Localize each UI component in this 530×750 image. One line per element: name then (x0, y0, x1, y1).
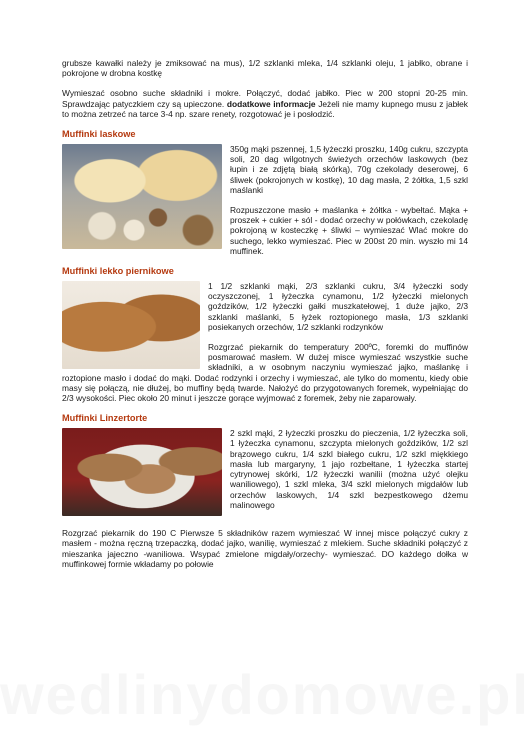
muffin-photo (62, 281, 200, 369)
recipe-section-linzertorte (62, 413, 468, 569)
intro-paragraph-1: grubsze kawałki należy je zmiksować na mus), 1/2 szklanki mleka, 1/4 szklanki oleju, 1 jabłko, obrane i pokrojone w drobna kostkę (62, 58, 468, 79)
recipe-ingredients: 1 1/2 szklanki mąki, 2/3 szklanki cukru, 3/4 łyżeczki sody oczyszczonej, 1 łyżeczka cynamonu, 1/2 łyżeczki mielonych goździków, 1/2 łyżeczki gałki muszkatełowej, 1 duże jajko, 2/3 szklanki maślanki, 5 łyżek roztopionego masła, 1/3 szklanki posiekanych orzechów, 1/2 szklanki rodzynków (208, 281, 468, 332)
recipe-section-hazelnut (62, 129, 468, 256)
recipe-ingredients: 350g mąki pszennej, 1,5 łyżeczki proszku, 140g cukru, szczypta soli, 20 dag wilgotnych świeżych orzechów laskowych (bez łupin i ze zdjętą białą skórką), 70g czekolady deserowej, 6 śliwek (pokrojonych w kostkę), 10 dag masła, 2 żółtka, 1,5 szkl maślanki (230, 144, 468, 195)
recipe-method: Rozpuszczone masło + maślanka + żółtka - wybełtać. Mąka + proszek + cukier + sól - dodać orzechy w połówkach, czekoladę pokrojoną w kosteczkę + śliwki – wymieszać Wlać mokre do suchego, lekko wymieszać. Piec w 200st 20 min. wyszło mi 14 muffinek. (230, 205, 468, 256)
muffin-photo (62, 144, 222, 249)
document-page (62, 58, 468, 569)
recipe-section-gingerbread (62, 266, 468, 403)
site-watermark: wedlinydomowe.pl (0, 663, 530, 726)
additional-info-label: dodatkowe informacje (226, 98, 316, 109)
intro-paragraph-2 (62, 88, 468, 119)
intro-text-a: Wymieszać osobno suche składniki i mokre. Połączyć, dodać jabłko. Piec w 200 stopni 20-25 min. Sprawdzając patyczkiem czy są upieczone. (62, 88, 468, 109)
recipe-title: Muffinki laskowe (62, 129, 136, 140)
recipe-method: Rozgrzać piekarnik do temperatury 200ºC, foremki do muffinów posmarować masłem. W dużej misce wymieszać wszystkie suche składniki, a w osobnym naczyniu wymieszać jajko, maślankę i roztopione masło i dodać do mąki. Dodać rodzynki i orzechy i wymieszać, ale tylko do momentu, kiedy obie masy się połączą, nie dłużej, bo muffiny będą twarde. Nałożyć do przygotowanych foremek, wypełniając do 2/3 wysokości. Piec około 20 minut i jeszcze gorące wyjmować z foremek, żeby nie zaparowały. (62, 342, 468, 404)
intro-text-b: Jeżeli nie mamy kupnego musu z jabłek to można zetrzeć na tarce 3-4 np. szare renety, rozgotować je i posłodzić. (62, 98, 468, 119)
muffin-photo (62, 428, 222, 516)
recipe-ingredients: 2 szkl mąki, 2 łyżeczki proszku do pieczenia, 1/2 łyżeczka soli, 1 łyżeczka cynamonu, szczypta mielonych goździków, 1/2 szl brązowego cukru, 1/4 szkl białego cukru, 1/2 szkl miękkiego masła lub margaryny, 1 jajo rozbełtane, 1 łyżeczka startej cytrynowej skórki, 1/2 łyżeczki wanilii (można użyć olejku waniliowego), 1 szkl mleka, 3/4 szkl mielonych migdałów lub orzechów laskowych, 1/4 szkl bezpestkowego dżemu malinowego (230, 428, 468, 510)
recipe-title: Muffinki Linzertorte (62, 413, 148, 424)
recipe-method: Rozgrzać piekarnik do 190 C Pierwsze 5 składników razem wymieszać W innej misce połączyć cukry z masłem - można ręczną trzepaczką, dodać jajko, wanilię, wymieszać z mlekiem. Suche składniki połączyć z mieszanka jajeczno -waniliowa. Wsypać zmielone migdały/orzechy- wymieszać. DO każdego dołka w muffinkowej formie wkładamy po połowie (62, 528, 468, 569)
recipe-title: Muffinki lekko piernikowe (62, 266, 174, 277)
